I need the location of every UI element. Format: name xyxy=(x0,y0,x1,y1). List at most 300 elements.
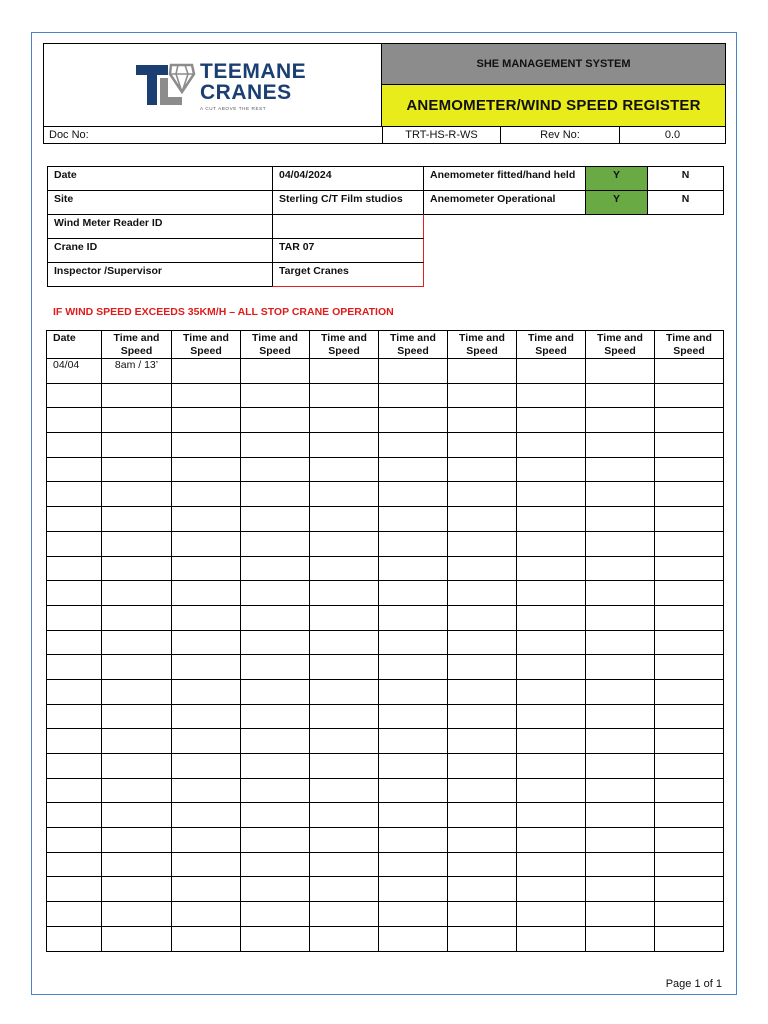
time-speed-cell[interactable] xyxy=(241,605,310,630)
time-speed-cell[interactable] xyxy=(310,630,379,655)
time-speed-cell[interactable] xyxy=(102,630,172,655)
time-speed-cell[interactable] xyxy=(586,729,655,754)
doc-info-row xyxy=(44,126,725,143)
time-speed-cell[interactable] xyxy=(655,877,724,902)
time-speed-cell[interactable] xyxy=(517,926,586,951)
time-speed-cell[interactable] xyxy=(586,679,655,704)
time-speed-cell[interactable] xyxy=(448,408,517,433)
time-speed-cell[interactable] xyxy=(102,531,172,556)
time-speed-cell[interactable] xyxy=(448,457,517,482)
time-speed-cell[interactable] xyxy=(172,803,241,828)
time-speed-cell[interactable] xyxy=(517,679,586,704)
readings-table xyxy=(46,330,724,952)
row-date-cell[interactable] xyxy=(47,630,102,655)
time-speed-cell[interactable] xyxy=(517,433,586,458)
time-speed-cell[interactable] xyxy=(310,457,379,482)
time-speed-cell[interactable] xyxy=(379,630,448,655)
time-speed-cell[interactable] xyxy=(586,778,655,803)
time-speed-cell[interactable] xyxy=(241,408,310,433)
time-speed-cell[interactable] xyxy=(655,729,724,754)
reader-id-label: Wind Meter Reader ID xyxy=(47,214,273,239)
time-speed-cell[interactable] xyxy=(655,778,724,803)
time-speed-cell[interactable] xyxy=(655,433,724,458)
time-speed-cell[interactable] xyxy=(379,803,448,828)
time-speed-cell[interactable] xyxy=(586,556,655,581)
time-speed-cell[interactable] xyxy=(241,902,310,927)
table-row xyxy=(47,778,724,803)
time-speed-cell[interactable] xyxy=(241,482,310,507)
time-speed-cell[interactable] xyxy=(102,877,172,902)
crane-id-label: Crane ID xyxy=(47,238,273,263)
time-speed-cell[interactable] xyxy=(102,408,172,433)
time-speed-cell[interactable] xyxy=(586,704,655,729)
row-date-cell[interactable] xyxy=(47,581,102,606)
col-header-date: Date xyxy=(47,331,102,359)
time-speed-cell[interactable] xyxy=(517,605,586,630)
time-speed-cell[interactable] xyxy=(310,482,379,507)
time-speed-cell[interactable] xyxy=(172,457,241,482)
time-speed-cell[interactable] xyxy=(102,383,172,408)
time-speed-cell[interactable] xyxy=(310,803,379,828)
time-speed-cell[interactable] xyxy=(102,803,172,828)
time-speed-cell[interactable] xyxy=(102,926,172,951)
fitted-no-cell: N xyxy=(647,166,724,191)
time-speed-cell[interactable] xyxy=(586,359,655,384)
time-speed-cell[interactable] xyxy=(448,581,517,606)
time-speed-cell[interactable] xyxy=(102,704,172,729)
time-speed-cell[interactable] xyxy=(517,655,586,680)
table-row xyxy=(47,383,724,408)
time-speed-cell[interactable] xyxy=(310,556,379,581)
col-header-time-speed: Time and Speed xyxy=(655,331,724,359)
time-speed-cell[interactable] xyxy=(172,605,241,630)
time-speed-cell[interactable] xyxy=(448,507,517,532)
time-speed-cell[interactable] xyxy=(310,704,379,729)
time-speed-cell[interactable] xyxy=(586,531,655,556)
time-speed-cell[interactable] xyxy=(517,877,586,902)
table-row xyxy=(47,630,724,655)
date-label: Date xyxy=(47,166,273,191)
time-speed-cell[interactable] xyxy=(448,877,517,902)
time-speed-cell[interactable] xyxy=(448,902,517,927)
time-speed-cell[interactable] xyxy=(241,803,310,828)
time-speed-cell[interactable] xyxy=(655,531,724,556)
time-speed-cell[interactable] xyxy=(379,655,448,680)
time-speed-cell[interactable] xyxy=(241,433,310,458)
time-speed-cell[interactable] xyxy=(172,754,241,779)
time-speed-cell[interactable] xyxy=(379,754,448,779)
col-header-time-speed: Time and Speed xyxy=(172,331,241,359)
time-speed-cell[interactable] xyxy=(310,507,379,532)
time-speed-cell[interactable] xyxy=(241,729,310,754)
row-date-cell[interactable] xyxy=(47,408,102,433)
time-speed-cell[interactable] xyxy=(172,655,241,680)
time-speed-cell[interactable]: 8am / 13’ xyxy=(102,359,172,384)
row-date-cell[interactable] xyxy=(47,383,102,408)
time-speed-cell[interactable] xyxy=(655,408,724,433)
time-speed-cell[interactable] xyxy=(379,383,448,408)
time-speed-cell[interactable] xyxy=(172,902,241,927)
time-speed-cell[interactable] xyxy=(379,902,448,927)
row-date-cell[interactable] xyxy=(47,482,102,507)
fitted-yes-cell: Y xyxy=(585,166,648,191)
time-speed-cell[interactable] xyxy=(448,630,517,655)
time-speed-cell[interactable] xyxy=(172,581,241,606)
time-speed-cell[interactable] xyxy=(655,605,724,630)
time-speed-cell[interactable] xyxy=(310,679,379,704)
time-speed-cell[interactable] xyxy=(310,926,379,951)
page-number: Page 1 of 1 xyxy=(665,978,722,990)
time-speed-cell[interactable] xyxy=(448,482,517,507)
time-speed-cell[interactable] xyxy=(655,556,724,581)
time-speed-cell[interactable] xyxy=(448,852,517,877)
time-speed-cell[interactable] xyxy=(241,754,310,779)
time-speed-cell[interactable] xyxy=(655,852,724,877)
time-speed-cell[interactable] xyxy=(379,581,448,606)
time-speed-cell[interactable] xyxy=(655,828,724,853)
time-speed-cell[interactable] xyxy=(102,828,172,853)
time-speed-cell[interactable] xyxy=(517,531,586,556)
col-header-time-speed: Time and Speed xyxy=(517,331,586,359)
table-row xyxy=(47,457,724,482)
time-speed-cell[interactable] xyxy=(310,877,379,902)
time-speed-cell[interactable] xyxy=(586,457,655,482)
operational-no-cell: N xyxy=(647,190,724,215)
time-speed-cell[interactable] xyxy=(586,828,655,853)
time-speed-cell[interactable] xyxy=(448,655,517,680)
time-speed-cell[interactable] xyxy=(241,655,310,680)
time-speed-cell[interactable] xyxy=(379,679,448,704)
time-speed-cell[interactable] xyxy=(517,902,586,927)
time-speed-cell[interactable] xyxy=(172,877,241,902)
time-speed-cell[interactable] xyxy=(310,754,379,779)
time-speed-cell[interactable] xyxy=(172,679,241,704)
time-speed-cell[interactable] xyxy=(655,581,724,606)
time-speed-cell[interactable] xyxy=(102,778,172,803)
time-speed-cell[interactable] xyxy=(241,926,310,951)
row-date-cell[interactable] xyxy=(47,704,102,729)
time-speed-cell[interactable] xyxy=(310,852,379,877)
time-speed-cell[interactable] xyxy=(379,507,448,532)
time-speed-cell[interactable] xyxy=(586,754,655,779)
time-speed-cell[interactable] xyxy=(172,556,241,581)
time-speed-cell[interactable] xyxy=(655,926,724,951)
time-speed-cell[interactable] xyxy=(172,778,241,803)
time-speed-cell[interactable] xyxy=(517,729,586,754)
time-speed-cell[interactable] xyxy=(655,655,724,680)
time-speed-cell[interactable] xyxy=(310,605,379,630)
row-date-cell[interactable] xyxy=(47,679,102,704)
time-speed-cell[interactable] xyxy=(448,679,517,704)
time-speed-cell[interactable] xyxy=(241,852,310,877)
site-value: Sterling C/T Film studios xyxy=(272,190,424,215)
time-speed-cell[interactable] xyxy=(172,852,241,877)
row-date-cell[interactable] xyxy=(47,556,102,581)
time-speed-cell[interactable] xyxy=(172,531,241,556)
time-speed-cell[interactable] xyxy=(655,754,724,779)
time-speed-cell[interactable] xyxy=(172,926,241,951)
logo-text-line2: CRANES xyxy=(200,81,292,104)
time-speed-cell[interactable] xyxy=(102,581,172,606)
time-speed-cell[interactable] xyxy=(655,902,724,927)
time-speed-cell[interactable] xyxy=(241,581,310,606)
readings-body xyxy=(47,359,724,952)
time-speed-cell[interactable] xyxy=(448,754,517,779)
inspector-value: Target Cranes xyxy=(272,262,424,287)
time-speed-cell[interactable] xyxy=(655,359,724,384)
table-row xyxy=(47,605,724,630)
time-speed-cell[interactable] xyxy=(448,433,517,458)
time-speed-cell[interactable] xyxy=(172,828,241,853)
table-row xyxy=(47,581,724,606)
time-speed-cell[interactable] xyxy=(310,655,379,680)
date-value: 04/04/2024 xyxy=(272,166,424,191)
row-date-cell[interactable] xyxy=(47,828,102,853)
time-speed-cell[interactable] xyxy=(448,605,517,630)
time-speed-cell[interactable] xyxy=(586,926,655,951)
col-header-time-speed: Time and Speed xyxy=(379,331,448,359)
time-speed-cell[interactable] xyxy=(586,433,655,458)
row-date-cell[interactable] xyxy=(47,433,102,458)
time-speed-cell[interactable] xyxy=(310,408,379,433)
time-speed-cell[interactable] xyxy=(517,457,586,482)
wind-speed-warning: IF WIND SPEED EXCEEDS 35KM/H – ALL STOP CRANE OPERATION xyxy=(53,306,394,318)
time-speed-cell[interactable] xyxy=(102,679,172,704)
time-speed-cell[interactable] xyxy=(379,729,448,754)
time-speed-cell[interactable] xyxy=(586,482,655,507)
time-speed-cell[interactable] xyxy=(655,704,724,729)
time-speed-cell[interactable] xyxy=(586,655,655,680)
time-speed-cell[interactable] xyxy=(102,507,172,532)
time-speed-cell[interactable] xyxy=(448,359,517,384)
table-row xyxy=(47,482,724,507)
table-row xyxy=(47,507,724,532)
row-date-cell[interactable] xyxy=(47,754,102,779)
time-speed-cell[interactable] xyxy=(310,729,379,754)
col-header-time-speed: Time and Speed xyxy=(102,331,172,359)
time-speed-cell[interactable] xyxy=(517,630,586,655)
row-date-cell[interactable] xyxy=(47,902,102,927)
time-speed-cell[interactable] xyxy=(102,754,172,779)
time-speed-cell[interactable] xyxy=(517,704,586,729)
inspector-label: Inspector /Supervisor xyxy=(47,262,273,287)
time-speed-cell[interactable] xyxy=(517,507,586,532)
time-speed-cell[interactable] xyxy=(379,605,448,630)
row-date-cell[interactable] xyxy=(47,778,102,803)
time-speed-cell[interactable] xyxy=(241,630,310,655)
table-row xyxy=(47,803,724,828)
time-speed-cell[interactable] xyxy=(102,729,172,754)
time-speed-cell[interactable] xyxy=(241,877,310,902)
time-speed-cell[interactable] xyxy=(241,778,310,803)
time-speed-cell[interactable] xyxy=(517,556,586,581)
time-speed-cell[interactable] xyxy=(379,482,448,507)
time-speed-cell[interactable] xyxy=(102,433,172,458)
table-row xyxy=(47,926,724,951)
time-speed-cell[interactable] xyxy=(310,383,379,408)
time-speed-cell[interactable] xyxy=(448,778,517,803)
time-speed-cell[interactable] xyxy=(655,507,724,532)
time-speed-cell[interactable] xyxy=(241,828,310,853)
time-speed-cell[interactable] xyxy=(241,704,310,729)
time-speed-cell[interactable] xyxy=(655,679,724,704)
time-speed-cell[interactable] xyxy=(172,433,241,458)
time-speed-cell[interactable] xyxy=(586,877,655,902)
time-speed-cell[interactable] xyxy=(586,507,655,532)
time-speed-cell[interactable] xyxy=(517,408,586,433)
time-speed-cell[interactable] xyxy=(655,630,724,655)
time-speed-cell[interactable] xyxy=(586,902,655,927)
time-speed-cell[interactable] xyxy=(517,383,586,408)
time-speed-cell[interactable] xyxy=(517,852,586,877)
time-speed-cell[interactable] xyxy=(172,729,241,754)
time-speed-cell[interactable] xyxy=(241,531,310,556)
time-speed-cell[interactable] xyxy=(586,605,655,630)
crane-id-value: TAR 07 xyxy=(272,238,424,263)
time-speed-cell[interactable] xyxy=(310,531,379,556)
time-speed-cell[interactable] xyxy=(379,531,448,556)
doc-no-label: Doc No: xyxy=(49,129,89,141)
reader-id-value xyxy=(272,214,424,239)
table-row xyxy=(47,729,724,754)
time-speed-cell[interactable] xyxy=(102,556,172,581)
time-speed-cell[interactable] xyxy=(655,482,724,507)
table-row xyxy=(47,704,724,729)
col-header-time-speed: Time and Speed xyxy=(241,331,310,359)
time-speed-cell[interactable] xyxy=(517,581,586,606)
time-speed-cell[interactable] xyxy=(310,828,379,853)
time-speed-cell[interactable] xyxy=(310,902,379,927)
row-date-cell[interactable] xyxy=(47,852,102,877)
time-speed-cell[interactable] xyxy=(517,482,586,507)
time-speed-cell[interactable] xyxy=(517,778,586,803)
time-speed-cell[interactable] xyxy=(448,803,517,828)
time-speed-cell[interactable] xyxy=(310,359,379,384)
time-speed-cell[interactable] xyxy=(379,433,448,458)
time-speed-cell[interactable] xyxy=(102,852,172,877)
time-speed-cell[interactable] xyxy=(241,457,310,482)
time-speed-cell[interactable] xyxy=(586,581,655,606)
fitted-label: Anemometer fitted/hand held xyxy=(423,166,586,191)
table-row xyxy=(47,655,724,680)
time-speed-cell[interactable] xyxy=(379,359,448,384)
time-speed-cell[interactable] xyxy=(379,828,448,853)
time-speed-cell[interactable] xyxy=(379,704,448,729)
table-row xyxy=(47,556,724,581)
time-speed-cell[interactable] xyxy=(102,457,172,482)
row-date-cell[interactable]: 04/04 xyxy=(47,359,102,384)
time-speed-cell[interactable] xyxy=(241,359,310,384)
time-speed-cell[interactable] xyxy=(310,581,379,606)
time-speed-cell[interactable] xyxy=(517,828,586,853)
col-header-time-speed: Time and Speed xyxy=(310,331,379,359)
system-name: SHE MANAGEMENT SYSTEM xyxy=(382,44,725,85)
time-speed-cell[interactable] xyxy=(586,408,655,433)
time-speed-cell[interactable] xyxy=(448,531,517,556)
table-row xyxy=(47,754,724,779)
site-label: Site xyxy=(47,190,273,215)
time-speed-cell[interactable] xyxy=(379,852,448,877)
table-row xyxy=(47,433,724,458)
time-speed-cell[interactable] xyxy=(448,704,517,729)
rev-no-value: 0.0 xyxy=(619,127,725,144)
time-speed-cell[interactable] xyxy=(586,630,655,655)
time-speed-cell[interactable] xyxy=(310,433,379,458)
time-speed-cell[interactable] xyxy=(172,507,241,532)
time-speed-cell[interactable] xyxy=(379,877,448,902)
time-speed-cell[interactable] xyxy=(448,383,517,408)
time-speed-cell[interactable] xyxy=(586,383,655,408)
time-speed-cell[interactable] xyxy=(172,359,241,384)
time-speed-cell[interactable] xyxy=(517,803,586,828)
time-speed-cell[interactable] xyxy=(310,778,379,803)
col-header-time-speed: Time and Speed xyxy=(586,331,655,359)
time-speed-cell[interactable] xyxy=(241,383,310,408)
rev-no-label: Rev No: xyxy=(500,127,619,144)
readings-header-row xyxy=(47,331,724,359)
row-date-cell[interactable] xyxy=(47,457,102,482)
time-speed-cell[interactable] xyxy=(379,457,448,482)
time-speed-cell[interactable] xyxy=(448,828,517,853)
time-speed-cell[interactable] xyxy=(655,383,724,408)
time-speed-cell[interactable] xyxy=(586,852,655,877)
time-speed-cell[interactable] xyxy=(241,556,310,581)
row-date-cell[interactable] xyxy=(47,877,102,902)
time-speed-cell[interactable] xyxy=(172,482,241,507)
time-speed-cell[interactable] xyxy=(102,605,172,630)
time-speed-cell[interactable] xyxy=(448,556,517,581)
time-speed-cell[interactable] xyxy=(448,926,517,951)
time-speed-cell[interactable] xyxy=(586,803,655,828)
logo-tagline: A CUT ABOVE THE REST xyxy=(200,106,267,111)
row-date-cell[interactable] xyxy=(47,729,102,754)
document-header xyxy=(43,43,726,144)
time-speed-cell[interactable] xyxy=(172,630,241,655)
row-date-cell[interactable] xyxy=(47,605,102,630)
time-speed-cell[interactable] xyxy=(241,507,310,532)
row-date-cell[interactable] xyxy=(47,926,102,951)
document-title: ANEMOMETER/WIND SPEED REGISTER xyxy=(382,85,725,126)
table-row xyxy=(47,679,724,704)
time-speed-cell[interactable] xyxy=(379,778,448,803)
time-speed-cell[interactable] xyxy=(655,457,724,482)
row-date-cell[interactable] xyxy=(47,507,102,532)
time-speed-cell[interactable] xyxy=(655,803,724,828)
time-speed-cell[interactable] xyxy=(172,383,241,408)
time-speed-cell[interactable] xyxy=(172,408,241,433)
logo-text-line1: TEEMANE xyxy=(200,60,307,83)
operational-yes-cell: Y xyxy=(585,190,648,215)
time-speed-cell[interactable] xyxy=(241,679,310,704)
time-speed-cell[interactable] xyxy=(379,556,448,581)
doc-no-value: TRT-HS-R-WS xyxy=(382,127,500,144)
time-speed-cell[interactable] xyxy=(172,704,241,729)
time-speed-cell[interactable] xyxy=(379,926,448,951)
company-logo xyxy=(134,62,306,114)
time-speed-cell[interactable] xyxy=(448,729,517,754)
row-date-cell[interactable] xyxy=(47,655,102,680)
row-date-cell[interactable] xyxy=(47,803,102,828)
row-date-cell[interactable] xyxy=(47,531,102,556)
time-speed-cell[interactable] xyxy=(102,655,172,680)
time-speed-cell[interactable] xyxy=(517,754,586,779)
time-speed-cell[interactable] xyxy=(517,359,586,384)
time-speed-cell[interactable] xyxy=(102,482,172,507)
time-speed-cell[interactable] xyxy=(102,902,172,927)
time-speed-cell[interactable] xyxy=(379,408,448,433)
table-row xyxy=(47,828,724,853)
table-row xyxy=(47,852,724,877)
